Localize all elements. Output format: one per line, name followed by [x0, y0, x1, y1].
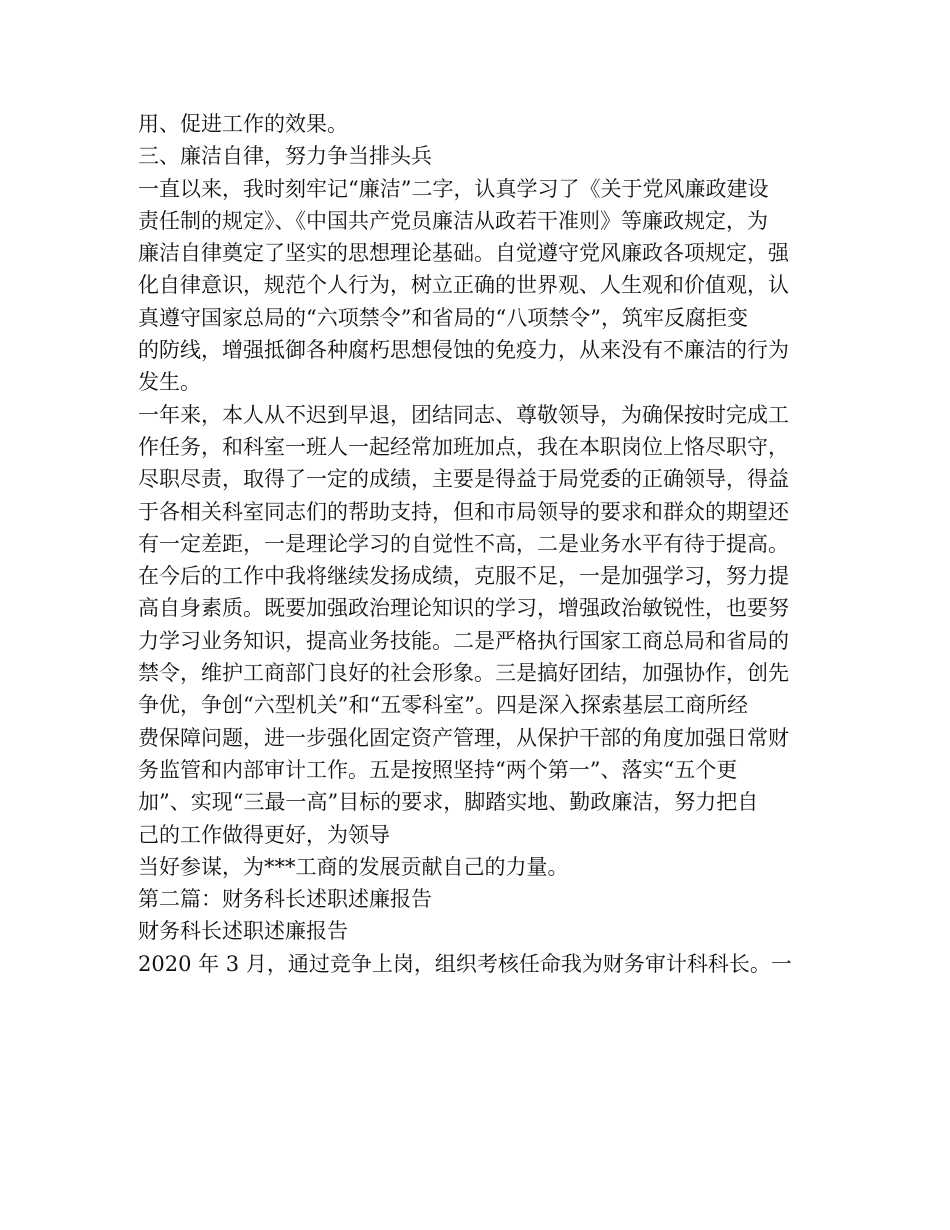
text-line: 力学习业务知识，提高业务技能。二是严格执行国家工商总局和省局的 — [138, 628, 789, 653]
text-line: 2020 年 3 月，通过竞争上岗，组织考核任命我为财务审计科科长。一 — [138, 951, 792, 976]
text-line: 于各相关科室同志们的帮助支持，但和市局领导的要求和群众的期望还 — [138, 499, 789, 524]
text-line: 争优，争创“六型机关”和“五零科室”。四是深入探索基层工商所经 — [138, 693, 748, 718]
text-line: 尽职尽责，取得了一定的成绩，主要是得益于局党委的正确领导，得益 — [138, 467, 789, 492]
text-line: 作任务，和科室一班人一起经常加班加点，我在本职岗位上恪尽职守， — [138, 434, 789, 459]
text-line: 己的工作做得更好，为领导 — [138, 822, 390, 847]
text-line: 有一定差距，一是理论学习的自觉性不高，二是业务水平有待于提高。 — [138, 531, 789, 556]
text-line: 化自律意识，规范个人行为，树立正确的世界观、人生观和价值观，认 — [138, 273, 789, 298]
text-line: 发生。 — [138, 370, 201, 395]
text-line: 责任制的规定》、《中国共产党员廉洁从政若干准则》等廉政规定，为 — [138, 208, 768, 233]
text-line: 当好参谋，为***工商的发展贡献自己的力量。 — [138, 854, 569, 879]
text-line: 廉洁自律奠定了坚实的思想理论基础。自觉遵守党风廉政各项规定，强 — [138, 241, 789, 266]
text-line: 用、促进工作的效果。 — [138, 112, 348, 136]
text-line: 务监管和内部审计工作。五是按照坚持“两个第一”、落实“五个更 — [138, 757, 738, 782]
text-line: 真遵守国家总局的“六项禁令”和省局的“八项禁令”，筑牢反腐拒变 — [138, 305, 748, 330]
report-title: 财务科长述职述廉报告 — [138, 919, 348, 944]
text-line: 一直以来，我时刻牢记“廉洁”二字，认真学习了《关于党风廉政建设 — [138, 176, 769, 201]
text-line: 在今后的工作中我将继续发扬成绩，克服不足，一是加强学习，努力提 — [138, 564, 789, 589]
document-body — [138, 108, 818, 980]
text-line: 一年来，本人从不迟到早退，团结同志、尊敬领导，为确保按时完成工 — [138, 402, 789, 427]
text-line: 禁令，维护工商部门良好的社会形象。三是搞好团结，加强协作，创先 — [138, 661, 789, 686]
text-line: 的防线，增强抵御各种腐朽思想侵蚀的免疫力，从来没有不廉洁的行为 — [138, 338, 789, 363]
section-heading: 三、廉洁自律，努力争当排头兵 — [138, 144, 432, 169]
chapter-heading: 第二篇：财务科长述职述廉报告 — [138, 887, 432, 912]
text-line: 加”、实现“三最一高”目标的要求，脚踏实地、勤政廉洁，努力把自 — [138, 790, 759, 815]
text-line: 高自身素质。既要加强政治理论知识的学习，增强政治敏锐性，也要努 — [138, 596, 789, 621]
text-line: 费保障问题，进一步强化固定资产管理，从保护干部的角度加强日常财 — [138, 725, 789, 750]
